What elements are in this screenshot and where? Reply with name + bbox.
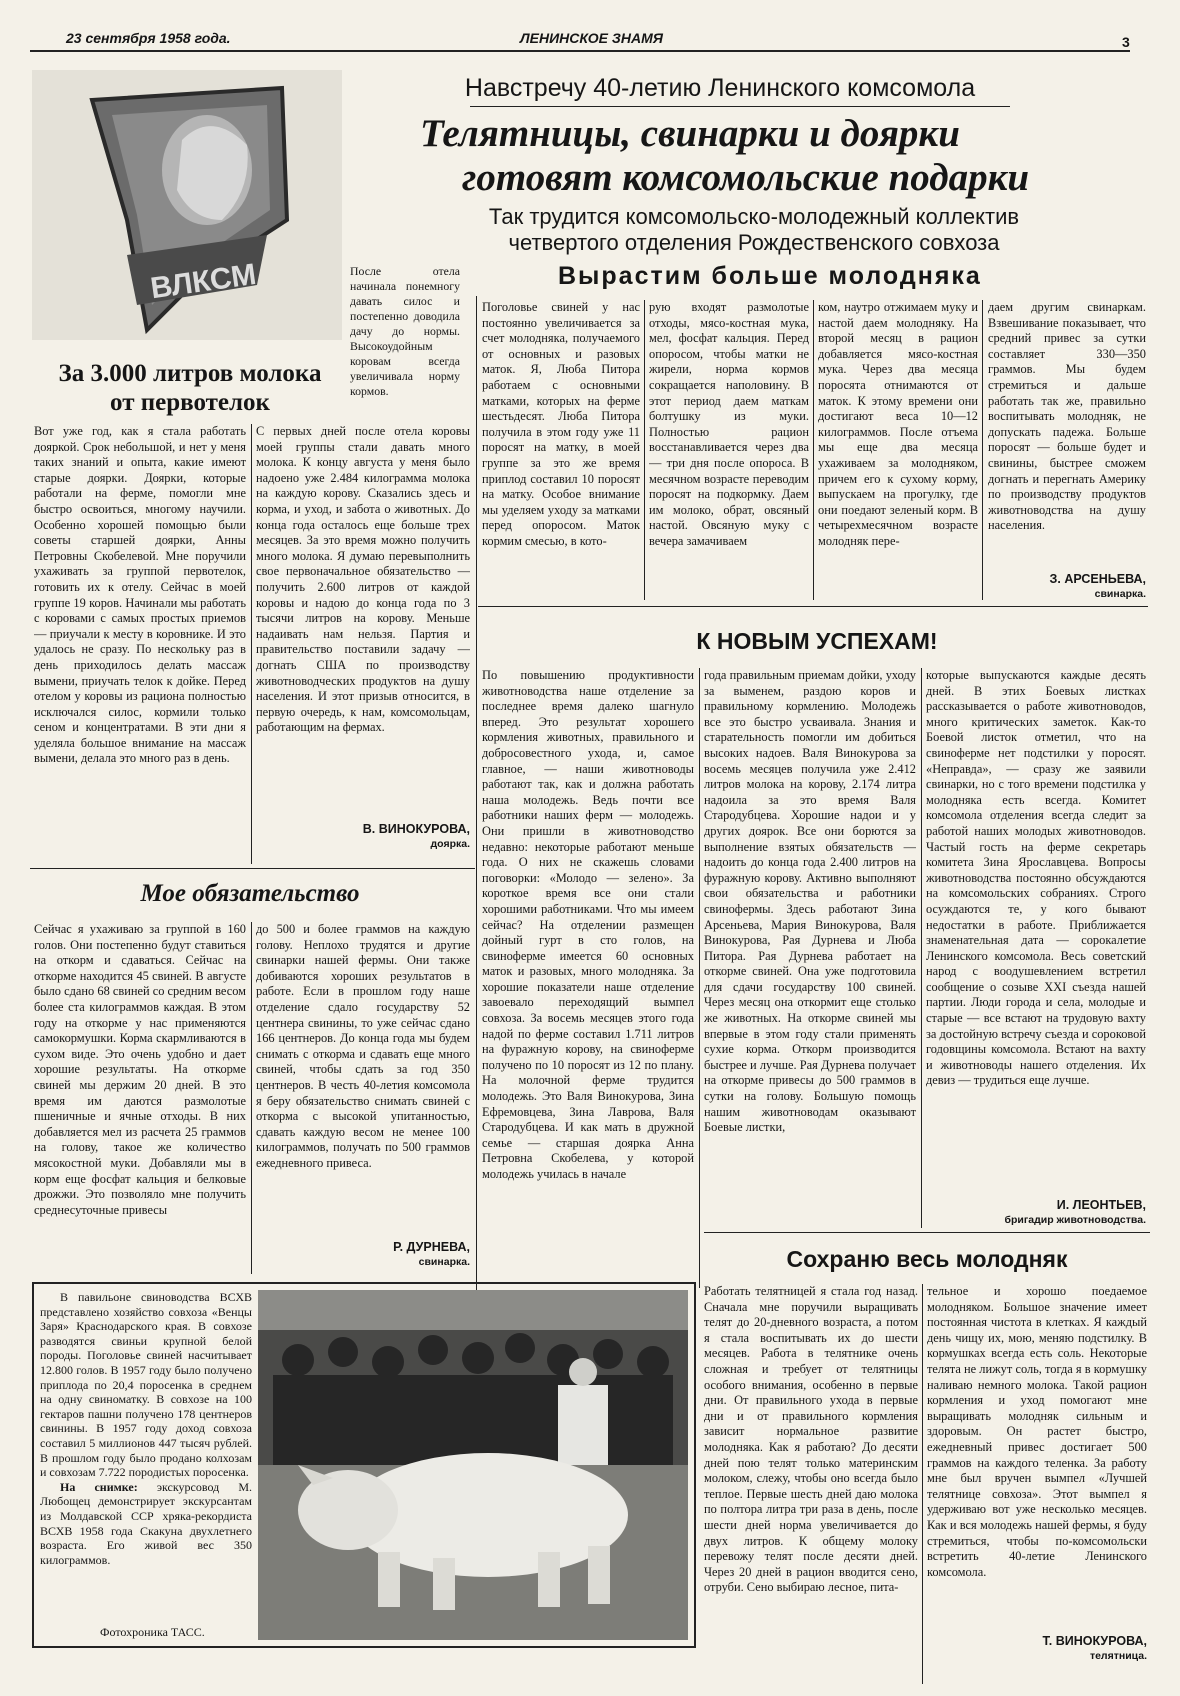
- article3-role: свинарка.: [418, 1256, 470, 1268]
- article2-signature: [990, 572, 1146, 602]
- article3-author: Р. ДУРНЕВА,: [393, 1240, 470, 1254]
- rubric-rule: [470, 106, 1010, 107]
- article2-title: Вырастим больше молодняка: [558, 262, 982, 290]
- article1-title-line2: от первотелок: [110, 389, 270, 416]
- article4-author: И. ЛЕОНТЬЕВ,: [1056, 1198, 1146, 1212]
- article2-column3: ком, наутро отжимаем муку и настой даем молодняку. На второй месяц в рацион добавляется мясо-костная мука. Через два месяца поросята отнимаются от маток. К этому времени они достигают веса 10—12 килограммов. После отъема мы еще два месяца ухаживаем за молодняком, причем его к сухому корму, выпускаем на прогулку, где они поедают зеленый корм. В четырехмесячном возрасте молодняк пере-: [818, 300, 978, 548]
- section-rule: [478, 606, 1148, 607]
- article1-author: В. ВИНОКУРОВА,: [362, 822, 470, 836]
- article4-column1: По повышению продуктивности животноводства наше отделение за последнее время далеко шагнуло вперед. Это результат хорошего кормления животных, правильного и добросовестного ухода, и, самое главное, — наши животноводы работают так, как и должна работать наша молодежь. Ведь почти все работники наших ферм — молодежь. Они пришли в животноводство недавно: некоторые работают меньше года. О них не скажешь словами поговорки: «Молодо — зелено». За короткое время все они стали хорошими работниками. Что мы имеем сейчас? На отделении размещен дойный гурт в сто голов, на свиноферме имеется 60 основных маток и разовых, много молодняка. За хорошие показатели наше отделение завоевало переходящий вымпел совхоза. За восемь месяцев этого года надой по ферме составил 1.711 литров на фуражную корову, на свиноферме получено по 10 поросят из 12 по плану. На молочной ферме трудится молодежь. Это Валя Винокурова, Зина Ефремовцева, Зина Лаврова, Валя Стародубцева. И как мать в дружной семье — старшая доярка Анна Петровна Скобелева, у которой молодежь училась в начале: [482, 668, 694, 1181]
- article3-title: Мое обязательство: [140, 880, 360, 907]
- article2-column2: рую входят размолотые отходы, мясо-костная мука, мел, фосфат кальция. Перед опоросом, чтобы матки не жирели, норма кормов сокращается наполовину. В этот период даем маткам болтушку из муки. Полностью рацион восстанавливается через два — три дня после опороса. В месячном возрасте переводим поросят на подкормку. Даем им молоко, обрат, овсяный настой. Овсяную муку с вечера замачиваем: [649, 300, 809, 548]
- rubric: Навстречу 40-летию Ленинского комсомола: [464, 74, 976, 102]
- newspaper-title: ЛЕНИНСКОЕ ЗНАМЯ: [520, 30, 663, 46]
- column-rule: [476, 296, 477, 1296]
- caption-paragraph1: В павильоне свиноводства ВСХВ представлено хозяйство совхоза «Венцы Заря» Краснодарского края. В совхозе разводятся свиньи крупной белой породы. Поголовье свиней насчитывает 12.800 голов. В 1957 году было получено приплода по 20,4 поросенка в среднем на одну свиноматку. В совхозе на 100 гектаров пашни получено 178 центнеров свинины. В 1957 году доход совхоза составил 5 миллионов 447 тысяч рублей. В прошлом году было продано колхозам и совхозам 7.722 породистых поросенка.: [40, 1290, 252, 1480]
- article2-role: свинарка.: [1094, 588, 1146, 600]
- article5-column2: тельное и хорошо поедаемое молодняком. Большое значение имеет постоянная чистота в клетках. Я каждый день чищу их, мою, меняю подстилку. В кормушках всегда есть соль. Некоторые телята не лижут соль, тогда я в кормушку наливаю немного молока. Такой рацион кормления и уход помогают мне выращивать молодняк сильным и здоровым. Он растет быстро, ежедневный привес достигает 500 граммов на каждого теленка. За работу мне был вручен вымпел «Лучшей телятнице совхоза». Этот вымпел я удерживаю вот уже несколько месяцев. Как и вся молодежь нашей фермы, я буду стремиться, чтобы по-комсомольски встретить 40-летие Ленинского комсомола.: [927, 1284, 1147, 1579]
- column-rule: [921, 668, 922, 1228]
- column-rule: [251, 424, 252, 864]
- article5-author: Т. ВИНОКУРОВА,: [1042, 1634, 1147, 1648]
- article3-column1: Сейчас я ухаживаю за группой в 160 голов. Они постепенно будут ставиться на откорм и сдаваться. Сейчас на откорме находится 45 свиней. В августе было сдано 68 свиней со средним весом более ста килограммов каждая. В этом году на откорме у нас применяются самокормушки. Корма скармливаются в сухом виде. Это очень удобно и дает хорошие результаты. На откорме свиней мы держим 20 дней. В это время им даются размолотые пшеничные и ячные отходы. В них добавляется мел из расчета 25 граммов на голову, такое же количество мясокостной муки. Добавляли мы в корм еще фосфат кальция и белковые дрожжи. Это позволяло мне получить среднесуточные привесы: [34, 922, 246, 1217]
- column-rule: [982, 300, 983, 600]
- article3-column2: до 500 и более граммов на каждую голову. Неплохо трудятся и другие свинарки нашей фермы. Они также добиваются хороших результатов в работе. Если в прошлом году наше отделение сдало государству 52 центнера свинины, то уже сейчас сдано 166 центнеров. До конца года мы будем снимать с откорма и сдавать еще много свиней, чтобы сдать за год 350 центнеров. В честь 40-летия комсомола я беру обязательство снимать свиней с откорма с высокой упитанностью, сдавать каждую весом не менее 100 килограммов, получать по 500 граммов ежедневного привеса.: [256, 922, 470, 1170]
- article1-signature: [300, 822, 470, 852]
- komsomol-badge-image: [32, 70, 342, 340]
- article1-intro: После отела начинала понемногу давать силос и постепенно доводила дачу до нормы. Высокоудойным коровам всегда увеличивала норму кормов.: [350, 264, 460, 398]
- header-rule: [30, 50, 1130, 52]
- badge-text: ВЛКСМ: [148, 257, 259, 306]
- article4-role: бригадир животноводства.: [1004, 1214, 1146, 1226]
- article4-column3: которые выпускаются каждые десять дней. В этих Боевых листках рассказывается о работе животноводов, много критических заметок. Как-то Боевой листок отметил, что на свиноферме нет подстилки у поросят. «Неправда», — сразу же заявили свинарки, но с того времени подстилка у молодняка есть всегда. Комитет комсомола отделения всегда следит за работой наших молодых животноводов. Частый гость на ферме секретарь комитета Зина Ярославцева. Вопросы животноводства постоянно обсуждаются на комсомольских собраниях. Строго осуждаются те, у кого бывают недостатки в работе. Приближается знаменательная дата — сорокалетие Ленинского комсомола. Весь советский народ с воодушевлением встретил сообщение о созыве XXI съезда нашей партии. Люди города и села, молодые и старые — все встают на трудовую вахту за достойную встречу съезда и сороковой годовщины комсомола. Встают на вахту и животноводы нашего отделения. Их девиз — трудиться еще лучше.: [926, 668, 1146, 1088]
- article4-title: К НОВЫМ УСПЕХАМ!: [696, 628, 938, 654]
- article2-author: З. АРСЕНЬЕВА,: [1049, 572, 1146, 586]
- article4-signature: [930, 1198, 1146, 1228]
- article2-column4: даем другим свинаркам. Взвешивание показывает, что средний привес за сутки составляет 330—350 граммов. Мы будем стремиться и дальше работать так же, правильно воспитывать молодняк, не допускать падежа. Больше поросят — больше будет и свинины, быстрее сможем догнать и перегнать Америку по производству продуктов животноводства на душу населения.: [988, 300, 1146, 533]
- article3-signature: [300, 1240, 470, 1270]
- subhead-line1: Так трудится комсомольско-молодежный коллектив: [488, 204, 1020, 229]
- article5-title: Сохраню весь молодняк: [786, 1246, 1068, 1272]
- article2-column1: Поголовье свиней у нас постоянно увеличивается за счет молодняка, получаемого от основных и разовых маток. Я, Люба Питора работаем с основными матками, которых на ферме шестьдесят. Люба Питора получила в этом году уже 11 поросят на матку, в моей группе за это же время приплод составил 10 поросят на матку. Особое внимание мы уделяем уходу за матками перед опоросом. Маток кормим смесью, в кото-: [482, 300, 640, 548]
- article5-signature: [930, 1634, 1147, 1664]
- article4-column2: года правильным приемам дойки, уходу за выменем, раздою коров и правильному кормлению. Молодежь все это быстро усваивала. Знания и старательность помогли им добиться высоких надоев. Валя Винокурова за восемь месяцев получила уже 2.412 литров молока на корову, 2.174 литра надоила за это время Валя Стародубцева. Хорошие надои и у других доярок. Все они борются за выполнение взятых обязательств — надоить до конца года 2.400 литров на фуражную корову. Активно выполняют свои обязательства и работники свинофермы. Здесь работают Зина Арсеньева, Мария Винокурова, Валя Винокурова, Рая Дурнева и Люба Питора. Рая Дурнева работает на откорме свиней. Она уже подготовила для сдачи государству 100 свиней. Через месяц она откормит еще столько же животных. На откорме свиней мы впервые в этом году стали применять сухие корма. Откорм производится быстрее и лучше. Рая Дурнева получает на откорме привесы до 500 граммов в сутки на голову. Большую помощь нашим животноводам оказывают Боевые листки,: [704, 668, 916, 1135]
- section-rule: [704, 1232, 1150, 1233]
- caption-label: На снимке:: [60, 1479, 138, 1494]
- article5-column1: Работать телятницей я стала год назад. Сначала мне поручили выращивать телят до 20-дневного возраста, а потом я стала воспитывать их до шести месяцев. Работа в телятнике очень сложная и требует от телятницы особого внимания, особенно в первые дни. От правильного ухода в первые дни и от правильного кормления зависит нормальное развитие молодняка. Как я работаю? До десяти дней пою телят только материнским молоком, слежу, чтобы оно всегда было теплое. Первые шесть дней даю молока по полтора литра три раза в день, после шести дней норма увеличивается до двух литров. К общему молоку перевожу телят после десяти дней. Через 20 дней в рацион вводится сено, отруби. Сено выбираю лесное, пита-: [704, 1284, 918, 1595]
- headline-line1: Телятницы, свинарки и доярки: [420, 112, 960, 155]
- article1-column1: Вот уже год, как я стала работать дояркой. Срок небольшой, и нет у меня таких знаний и опыта, какие имеют старые доярки. Доярки, которые работали на ферме, помогли мне быстро освоиться, многому научили. Особенно хорошей помощью были советы старшей доярки, Анны Петровны Скобелевой. Мне поручили ухаживать за группой первотелок, готовить их к отелу. Сейчас в моей группе 19 коров. Начинали мы работать с коровами с самых простых приемов — приучали к месту в коровнике. И это удалось не сразу. По нескольку раз в день приходилось делать массаж вымени, приучать телок к дойке. Перед отелом у коровы из рациона полностью исключался силос, кормили только сеном и концентратами. В эти дни я уделяла большое внимание на массаж вымени, делала это много раз в день.: [34, 424, 246, 766]
- photo-credit: Фотохроника ТАСС.: [100, 1625, 205, 1639]
- headline-line2: готовят комсомольские подарки: [462, 156, 1030, 199]
- caption-paragraph2: экскурсовод М. Любощец демонстрирует экскурсантам из Молдавской ССР хряка-рекордиста ВСХВ 1958 года Скакуна двухлетнего возраста. Его живой вес 350 килограммов.: [40, 1479, 252, 1567]
- pig-photo-drawing: [258, 1290, 688, 1640]
- issue-date: 23 сентября 1958 года.: [66, 30, 231, 46]
- column-rule: [644, 300, 645, 600]
- section-rule: [30, 868, 475, 869]
- pig-exhibition-photo: [258, 1290, 688, 1640]
- komsomol-badge-drawing: [32, 70, 342, 340]
- photo-caption-text: [40, 1290, 252, 1590]
- column-rule: [922, 1284, 923, 1684]
- column-rule: [813, 300, 814, 600]
- subhead-line2: четвертого отделения Рождественского совхоза: [508, 230, 1000, 255]
- article5-role: телятница.: [1089, 1650, 1147, 1662]
- page-number: 3: [1122, 34, 1130, 50]
- article1-role: доярка.: [430, 838, 470, 850]
- article1-column2: С первых дней после отела коровы моей группы стали давать много молока. К концу августа у меня было надоено уже 2.484 килограмма молока на каждую корову. Сказались здесь и корма, и уход, и забота о животных. До конца года осталось еще больше трех месяцев. За это время можно получить много молока. Я думаю перевыполнить свое первоначальное обязательство — получить 2.600 литров от каждой коровы и надою до конца года по 3 тысячи литров на корову. Меньше надаивать нам нельзя. Партия и правительство поставили задачу — догнать США по производству животноводческих продуктов на душу населения. И этот призыв относится, в первую очередь, к нам, комсомольцам, работающим на фермах.: [256, 424, 470, 735]
- column-rule: [699, 668, 700, 1288]
- column-rule: [251, 922, 252, 1274]
- article1-title-line1: За 3.000 литров молока: [58, 360, 322, 387]
